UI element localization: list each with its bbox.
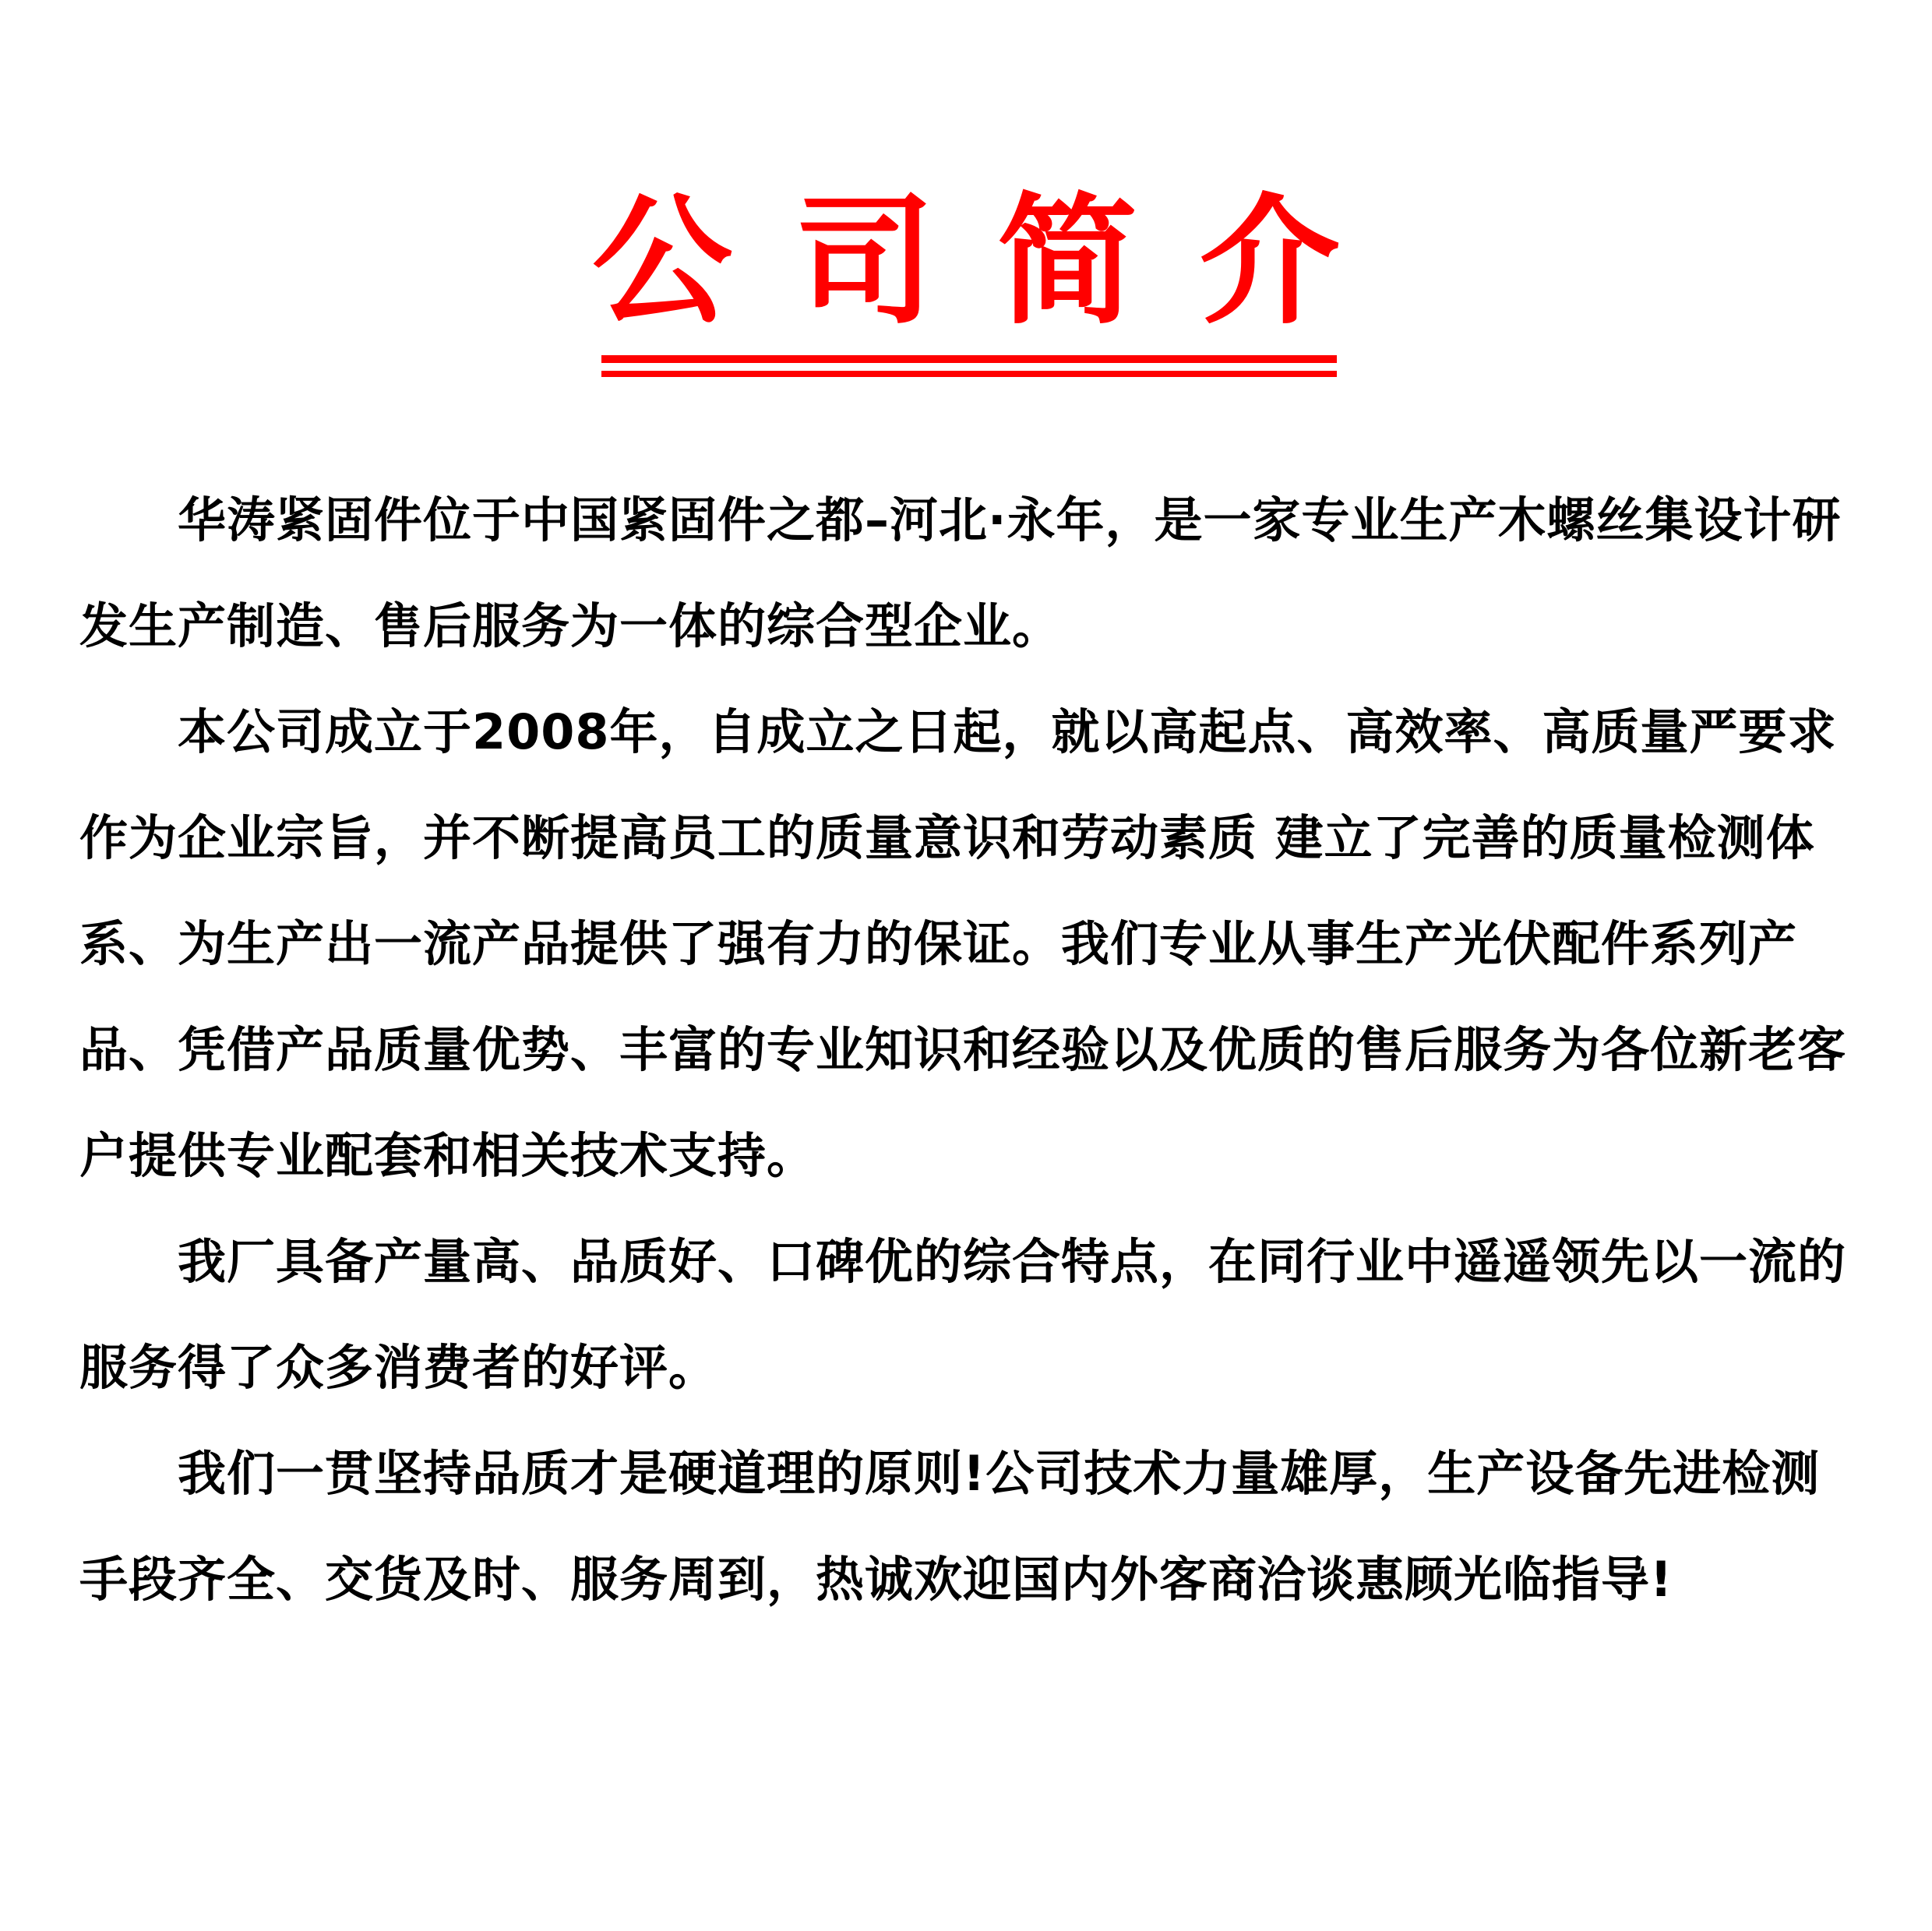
page-title: 公司简介 xyxy=(591,181,1402,344)
company-intro-body xyxy=(79,467,1863,1633)
title-underline-bottom xyxy=(601,371,1337,377)
intro-paragraph-reputation: 我厂具备产量高、品质好、口碑优的综合特点，在同行业中遥遥领先以一流的服务得了众多消费者的好评。 xyxy=(79,1233,1847,1396)
intro-paragraph-principles: 我们一贯坚持品质才是硬道理的原则!公司技术力量雄厚，生产设备先进检测手段齐全、交货及时、服务周到，热诚欢迎国内外客商洽谈惠顾光临指导! xyxy=(79,1445,1821,1608)
title-underline-top xyxy=(601,355,1337,363)
intro-paragraph-location: 华涛紧固件位于中国紧固件之都–河北·永年，是一家专业生产木螺丝集设计研发生产制造、售后服务为一体的综合型企业。 xyxy=(79,492,1842,654)
intro-paragraph-history: 本公司成立于2008年，自成立之日起，就以高起点、高效率、高质量严要求作为企业宗旨，并不断提高员工的质量意识和劳动素质 建立了完善的质量检测体系、为生产出一流产品提供了强有力的保证。我们专业从事生产光伏配件系列产品、凭借产品质量优势、丰富的专业知识和经验以及优质的售后服务为各位新老客户提供专业配套和相关技术支持。 xyxy=(79,703,1847,1184)
